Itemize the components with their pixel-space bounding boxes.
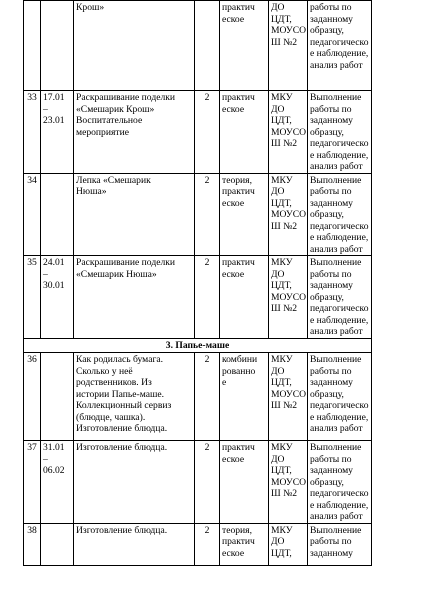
lesson-control: Выполнение работы по заданному образцу, педагогическо е наблюдение, анализ работ bbox=[308, 353, 372, 441]
lesson-number bbox=[24, 1, 41, 91]
table-row bbox=[24, 523, 372, 565]
section-header-row bbox=[24, 338, 372, 353]
lesson-form: практич еское bbox=[220, 256, 269, 339]
lesson-dates: 31.01 – 06.02 bbox=[41, 441, 74, 524]
lesson-dates bbox=[41, 1, 74, 91]
table-row bbox=[24, 353, 372, 441]
lesson-topic: Изготовление блюдца. bbox=[74, 441, 195, 524]
lesson-topic: Изготовление блюдца. bbox=[74, 523, 195, 565]
lesson-form: практич еское bbox=[220, 1, 269, 91]
lesson-form: практич еское bbox=[220, 441, 269, 524]
lesson-number: 35 bbox=[24, 256, 41, 339]
lesson-topic: Крош» bbox=[74, 1, 195, 91]
table-row bbox=[24, 1, 372, 91]
lesson-form: практич еское bbox=[220, 91, 269, 174]
lesson-topic: Раскрашивание поделки «Смешарик Нюша» bbox=[74, 256, 195, 339]
lesson-hours bbox=[195, 1, 220, 91]
lesson-dates bbox=[41, 173, 74, 256]
lesson-form: комбини рованно е bbox=[220, 353, 269, 441]
lesson-number: 37 bbox=[24, 441, 41, 524]
lesson-place: МКУ ДО ЦДТ, bbox=[269, 523, 308, 565]
lesson-number: 38 bbox=[24, 523, 41, 565]
lesson-dates bbox=[41, 353, 74, 441]
lesson-form: теория, практич еское bbox=[220, 173, 269, 256]
lesson-hours: 2 bbox=[195, 91, 220, 174]
lesson-dates bbox=[41, 523, 74, 565]
lesson-control: Выполнение работы по заданному образцу, педагогическо е наблюдение, анализ работ bbox=[308, 256, 372, 339]
lesson-control: Выполнение работы по заданному образцу, педагогическо е наблюдение, анализ работ bbox=[308, 173, 372, 256]
lesson-hours: 2 bbox=[195, 353, 220, 441]
section-title: 3. Папье-маше bbox=[24, 338, 372, 353]
lesson-place: МКУ ДО ЦДТ, МОУСО Ш №2 bbox=[269, 91, 308, 174]
lesson-dates: 24.01 – 30.01 bbox=[41, 256, 74, 339]
lesson-topic: Раскрашивание поделки «Смешарик Крош» Воспитательное мероприятие bbox=[74, 91, 195, 174]
lesson-control: Выполнение работы по заданному образцу, педагогическо е наблюдение, анализ работ bbox=[308, 91, 372, 174]
table-row bbox=[24, 91, 372, 174]
lesson-control: работы по заданному образцу, педагогическо е наблюдение, анализ работ bbox=[308, 1, 372, 91]
lesson-place: МКУ ДО ЦДТ, МОУСО Ш №2 bbox=[269, 441, 308, 524]
lesson-place: ДО ЦДТ, МОУСО Ш №2 bbox=[269, 1, 308, 91]
lesson-control: Выполнение работы по заданному bbox=[308, 523, 372, 565]
lesson-plan-table bbox=[23, 0, 372, 566]
lesson-hours: 2 bbox=[195, 256, 220, 339]
table-row bbox=[24, 441, 372, 524]
lesson-place: МКУ ДО ЦДТ, МОУСО Ш №2 bbox=[269, 173, 308, 256]
lesson-number: 34 bbox=[24, 173, 41, 256]
lesson-hours: 2 bbox=[195, 523, 220, 565]
lesson-number: 33 bbox=[24, 91, 41, 174]
table-row bbox=[24, 173, 372, 256]
lesson-dates: 17.01 – 23.01 bbox=[41, 91, 74, 174]
lesson-form: теория, практич еское bbox=[220, 523, 269, 565]
lesson-topic: Лепка «Смешарик Нюша» bbox=[74, 173, 195, 256]
lesson-control: Выполнение работы по заданному образцу, педагогическо е наблюдение, анализ работ bbox=[308, 441, 372, 524]
lesson-topic: Как родилась бумага. Сколько у неё родственников. Из истории Папье-маше. Коллекционный сервиз (блюдце, чашка). Изготовление блюдца. bbox=[74, 353, 195, 441]
lesson-hours: 2 bbox=[195, 173, 220, 256]
lesson-hours: 2 bbox=[195, 441, 220, 524]
lesson-place: МКУ ДО ЦДТ, МОУСО Ш №2 bbox=[269, 353, 308, 441]
table-row bbox=[24, 256, 372, 339]
lesson-place: МКУ ДО ЦДТ, МОУСО Ш №2 bbox=[269, 256, 308, 339]
lesson-number: 36 bbox=[24, 353, 41, 441]
